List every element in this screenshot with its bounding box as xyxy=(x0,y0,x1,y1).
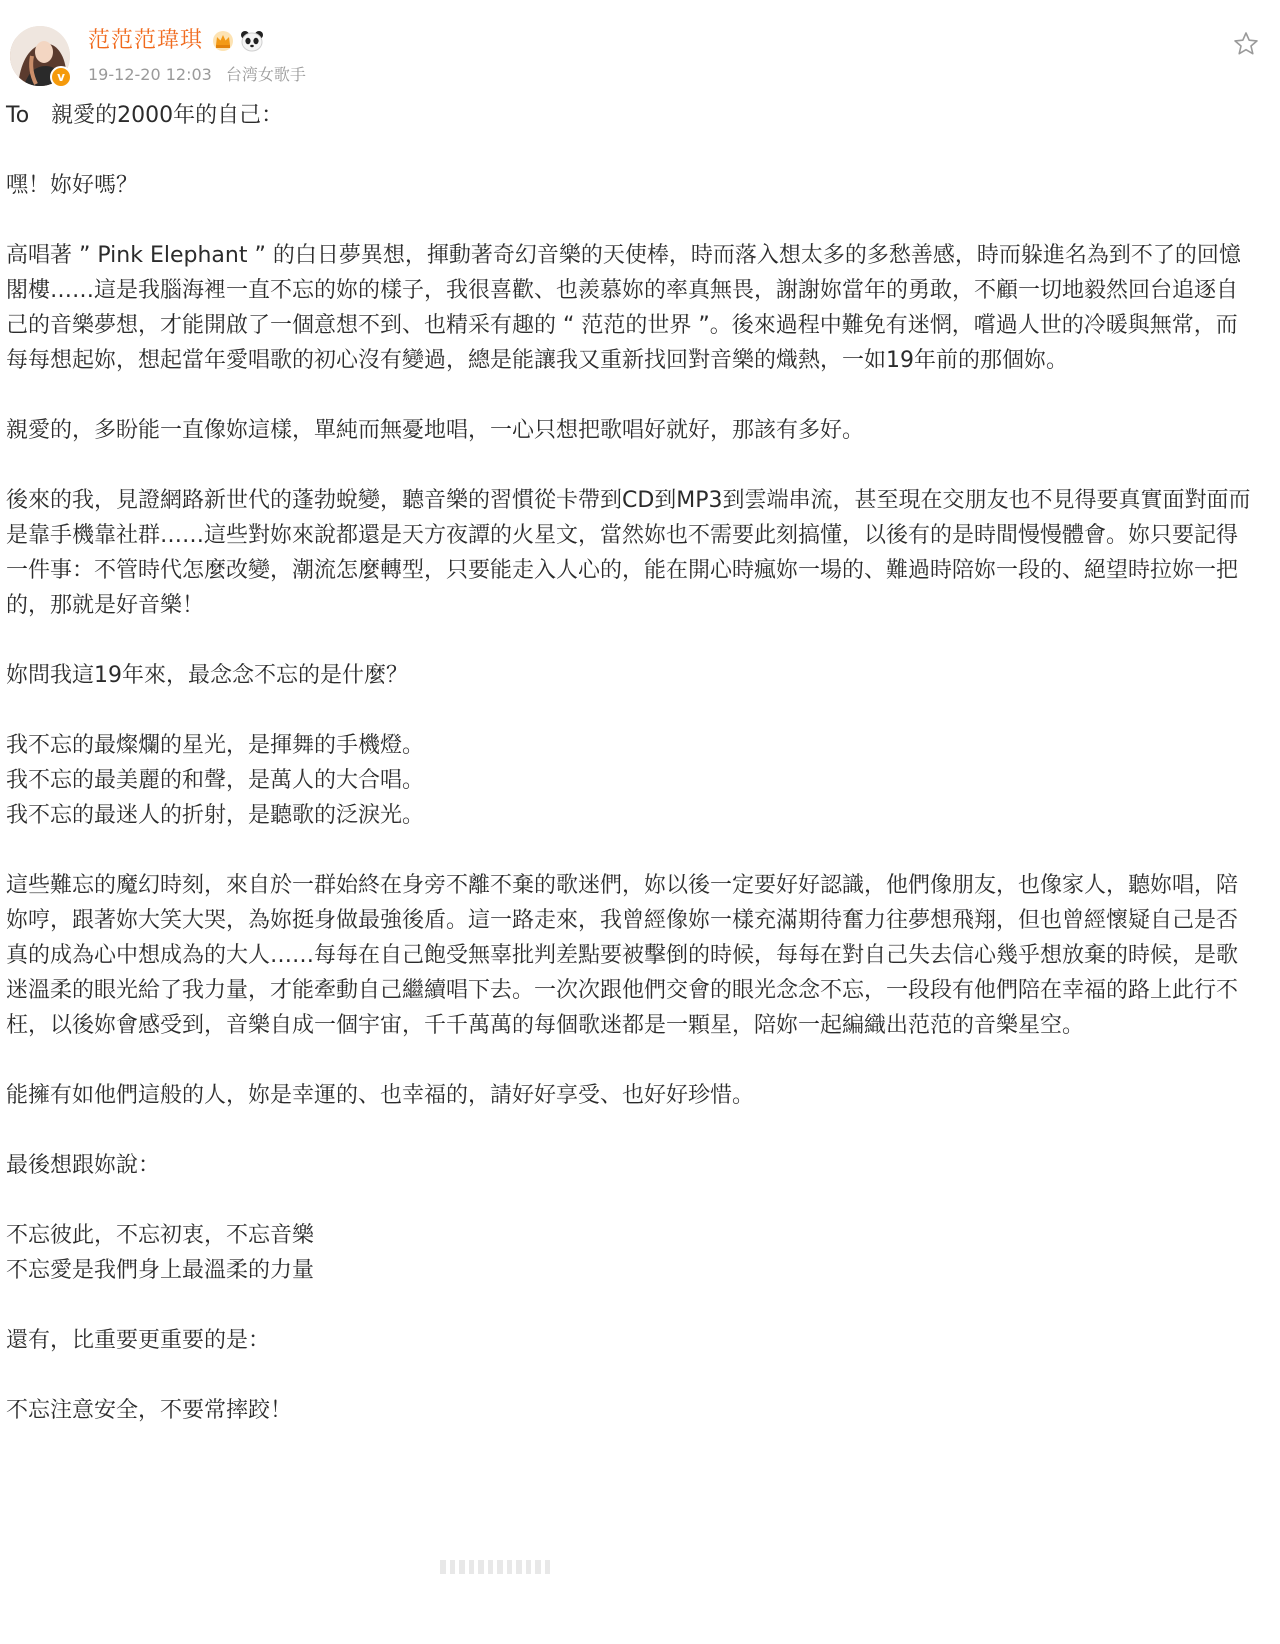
scroll-hint xyxy=(440,1560,550,1576)
post-paragraph: 嘿！妳好嗎？ xyxy=(6,173,139,198)
post-paragraph: 我不忘的最美麗的和聲，是萬人的大合唱。 xyxy=(6,768,425,793)
post-paragraph: 這些難忘的魔幻時刻，來自於一群始終在身旁不離不棄的歌迷們，妳以後一定要好好認識，他們像朋友，也像家人，聽妳唱，陪妳哼，跟著妳大笑大哭，為妳挺身做最強後盾。這一路走來，我曾經像妳一樣充滿期待奮力往夢想飛翔，但也曾經懷疑自己是否真的成為心中想成為的大人……每每在自己飽受無辜批判差點要被擊倒的時候，每每在對自己失去信心幾乎想放棄的時候，是歌迷溫柔的眼光給了我力量，才能牽動自己繼續唱下去。一次次跟他們交會的眼光念念不忘，一段段有他們陪在幸福的路上此行不枉，以後妳會感受到，音樂自成一個宇宙，千千萬萬的每個歌迷都是一顆星，陪妳一起編織出范范的音樂星空。 xyxy=(6,873,1239,1038)
post-paragraph: 妳問我這19年來，最念念不忘的是什麼？ xyxy=(6,663,408,688)
post-paragraph: 高唱著 ” Pink Elephant ” 的白日夢異想，揮動著奇幻音樂的天使棒，時而落入想太多的多愁善感，時而躲進名為到不了的回憶閣樓……這是我腦海裡一直不忘的妳的樣子，我很喜歡、也羨慕妳的率真無畏，謝謝妳當年的勇敢，不顧一切地毅然回台追逐自己的音樂夢想，才能開啟了一個意想不到、也精采有趣的 “ 范范的世界 ”。後來過程中難免有迷惘，嚐過人世的冷暖與無常，而每每想起妳，想起當年愛唱歌的初心沒有變過，總是能讓我又重新找回對音樂的熾熱，一如19年前的那個妳。 xyxy=(6,243,1241,373)
post-paragraph: 不忘注意安全，不要常摔跤！ xyxy=(6,1398,293,1423)
post-header xyxy=(0,0,1280,100)
post-timestamp[interactable]: 19-12-20 12:03 xyxy=(88,65,212,84)
post-paragraph: 不忘愛是我們身上最溫柔的力量 xyxy=(6,1258,315,1283)
post-body xyxy=(6,98,1258,1463)
post-paragraph: 不忘彼此，不忘初衷，不忘音樂 xyxy=(6,1223,315,1248)
post-meta xyxy=(88,64,306,86)
star-outline-icon xyxy=(1232,30,1260,58)
name-badges xyxy=(212,28,264,54)
post-paragraph: 最後想跟妳說： xyxy=(6,1153,161,1178)
author-name[interactable]: 范范范瑋琪 xyxy=(88,28,204,53)
post-source: 台湾女歌手 xyxy=(225,65,306,84)
post-paragraph: To 親愛的2000年的自己： xyxy=(6,103,284,128)
crown-icon[interactable] xyxy=(212,30,234,52)
post-paragraph: 親愛的，多盼能一直像妳這樣，單純而無憂地唱，一心只想把歌唱好就好，那該有多好。 xyxy=(6,418,865,443)
verified-badge-icon: v xyxy=(50,66,72,88)
post-paragraph: 我不忘的最迷人的折射，是聽歌的泛淚光。 xyxy=(6,803,425,828)
panda-icon[interactable] xyxy=(240,30,264,52)
post-paragraph: 還有，比重要更重要的是： xyxy=(6,1328,271,1353)
favorite-button[interactable] xyxy=(1232,30,1260,58)
post-paragraph: 後來的我，見證網路新世代的蓬勃蛻變，聽音樂的習慣從卡帶到CD到MP3到雲端串流，甚至現在交朋友也不見得要真實面對面而是靠手機靠社群……這些對妳來說都還是天方夜譚的火星文，當然妳也不需要此刻搞懂，以後有的是時間慢慢體會。妳只要記得一件事：不管時代怎麼改變，潮流怎麼轉型，只要能走入人心的，能在開心時瘋妳一場的、難過時陪妳一段的、絕望時拉妳一把的，那就是好音樂！ xyxy=(6,488,1251,618)
post-paragraph: 能擁有如他們這般的人，妳是幸運的、也幸福的，請好好享受、也好好珍惜。 xyxy=(6,1083,755,1108)
post-paragraph: 我不忘的最燦爛的星光，是揮舞的手機燈。 xyxy=(6,733,425,758)
